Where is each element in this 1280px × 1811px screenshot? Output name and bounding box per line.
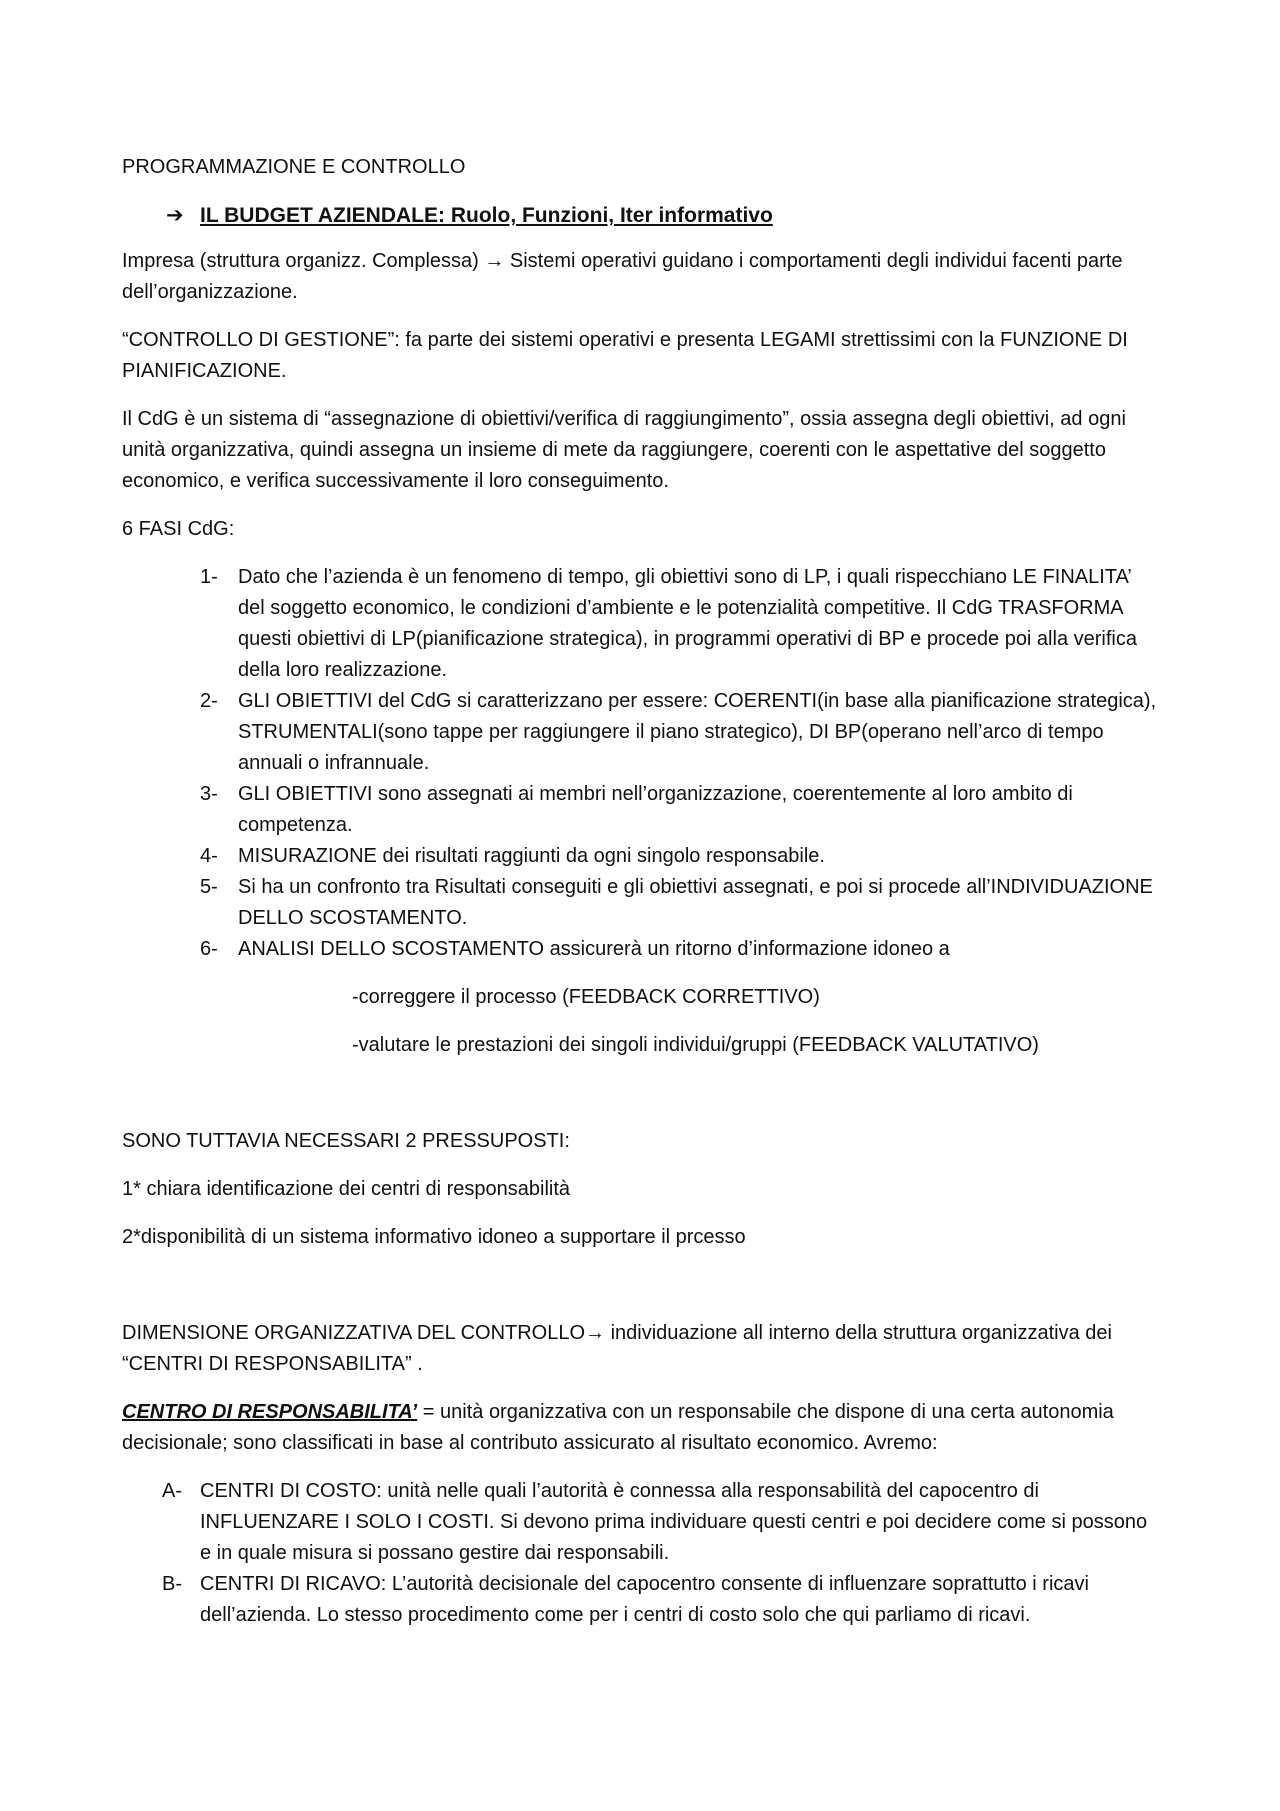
- list-item-text: Dato che l’azienda è un fenomeno di tempo, gli obiettivi sono di LP, i quali rispecchiano LE FINALITA’ del soggetto economico, le condizioni d’ambiente e le potenzialità competitive. Il CdG TRASFORMA questi obiettivi di LP(pianificazione strategica), in programmi operativi di BP e procede poi alla verifica della loro realizzazione.: [238, 566, 1137, 681]
- list-item-number: 2-: [200, 690, 218, 712]
- paragraph-centro-responsabilita: [122, 1397, 1162, 1459]
- list-item: [122, 1476, 1162, 1569]
- list-item: [122, 1569, 1162, 1631]
- list-item-text: CENTRI DI RICAVO: L’autorità decisionale del capocentro consente di influenzare soprattutto i ricavi dell’azienda. Lo stesso procedimento come per i centri di costo solo che qui parliamo di ricavi.: [200, 1573, 1089, 1626]
- list-item-text: CENTRI DI COSTO: unità nelle quali l’autorità è connessa alla responsabilità del capocentro di INFLUENZARE I SOLO I COSTI. Si devono prima individuare questi centri e poi decidere come si possono e in quale misura si possano gestire dai responsabili.: [200, 1480, 1148, 1564]
- presupposti-heading: SONO TUTTAVIA NECESSARI 2 PRESSUPOSTI:: [122, 1130, 570, 1152]
- list-item: [122, 872, 1162, 934]
- list-item-number: 6-: [200, 938, 218, 960]
- presupposto-item: 2*disponibilità di un sistema informativo idoneo a supportare il prcesso: [122, 1226, 746, 1248]
- list-item-text: MISURAZIONE dei risultati raggiunti da ogni singolo responsabile.: [238, 845, 825, 867]
- feedback-correttivo: -correggere il processo (FEEDBACK CORRETTIVO): [352, 986, 820, 1008]
- arrow-right-icon: →: [585, 1322, 606, 1344]
- presupposto-item: 1* chiara identificazione dei centri di responsabilità: [122, 1178, 571, 1200]
- arrow-right-icon: →: [484, 250, 505, 272]
- list-item-number: 5-: [200, 876, 218, 898]
- arrow-right-icon: ➔: [166, 204, 184, 227]
- dimensione-a: DIMENSIONE ORGANIZZATIVA DEL CONTROLLO: [122, 1322, 586, 1344]
- paragraph-impresa: [122, 246, 1162, 308]
- list-item: [122, 841, 1162, 872]
- document-title: PROGRAMMAZIONE E CONTROLLO: [122, 156, 466, 178]
- fasi-heading: 6 FASI CdG:: [122, 518, 235, 540]
- list-item-letter: A-: [162, 1480, 182, 1502]
- list-item-text: GLI OBIETTIVI sono assegnati ai membri nell’organizzazione, coerentemente al loro ambito di competenza.: [238, 783, 1073, 836]
- centro-term: CENTRO DI RESPONSABILITA’: [122, 1401, 418, 1423]
- list-item-number: 3-: [200, 783, 218, 805]
- list-item-text: Si ha un confronto tra Risultati conseguiti e gli obiettivi assegnati, e poi si procede all’INDIVIDUAZIONE DELLO SCOSTAMENTO.: [238, 876, 1153, 929]
- paragraph-impresa-a: Impresa (struttura organizz. Complessa): [122, 250, 485, 272]
- paragraph-dimensione: [122, 1318, 1162, 1380]
- list-item-letter: B-: [162, 1573, 182, 1595]
- list-item: [122, 686, 1162, 779]
- centro-definition: = unità organizzativa con un responsabile che dispone di una certa autonomia decisionale; sono classificati in base al contributo assicurato al risultato economico. Avremo:: [122, 1401, 1114, 1454]
- list-item: [122, 934, 1162, 965]
- centri-list: [122, 1476, 1162, 1631]
- spacer: [122, 1078, 1162, 1126]
- feedback-valutativo: -valutare le prestazioni dei singoli individui/gruppi (FEEDBACK VALUTATIVO): [352, 1034, 1039, 1056]
- dimensione-b: individuazione all interno della struttura organizzativa dei “CENTRI DI RESPONSABILITA” .: [122, 1322, 1112, 1375]
- list-item-number: 4-: [200, 845, 218, 867]
- list-item: [122, 779, 1162, 841]
- list-item-text: GLI OBIETTIVI del CdG si caratterizzano per essere: COERENTI(in base alla pianificazione strategica), STRUMENTALI(sono tappe per raggiungere il piano strategico), DI BP(operano nell’arco di tempo annuali o infrannuale.: [238, 690, 1157, 774]
- section-subtitle: [122, 200, 1162, 231]
- paragraph-impresa-b: Sistemi operativi guidano i comportamenti degli individui facenti parte dell’organizzazione.: [122, 250, 1123, 303]
- subtitle-text: IL BUDGET AZIENDALE: Ruolo, Funzioni, Iter informativo: [200, 204, 773, 227]
- list-item: [122, 562, 1162, 686]
- paragraph-cdg: Il CdG è un sistema di “assegnazione di obiettivi/verifica di raggiungimento”, ossia assegna degli obiettivi, ad ogni unità organizzativa, quindi assegna un insieme di mete da raggiungere, coerenti con le aspettative del soggetto economico, e verifica successivamente il loro conseguimento.: [122, 408, 1126, 492]
- spacer: [122, 1270, 1162, 1318]
- list-item-number: 1-: [200, 566, 218, 588]
- list-item-text: ANALISI DELLO SCOSTAMENTO assicurerà un ritorno d’informazione idoneo a: [238, 938, 950, 960]
- document-content: [122, 152, 1162, 1648]
- paragraph-controllo-gestione: “CONTROLLO DI GESTIONE”: fa parte dei sistemi operativi e presenta LEGAMI strettissimi con la FUNZIONE DI PIANIFICAZIONE.: [122, 329, 1128, 382]
- fasi-list: [122, 562, 1162, 965]
